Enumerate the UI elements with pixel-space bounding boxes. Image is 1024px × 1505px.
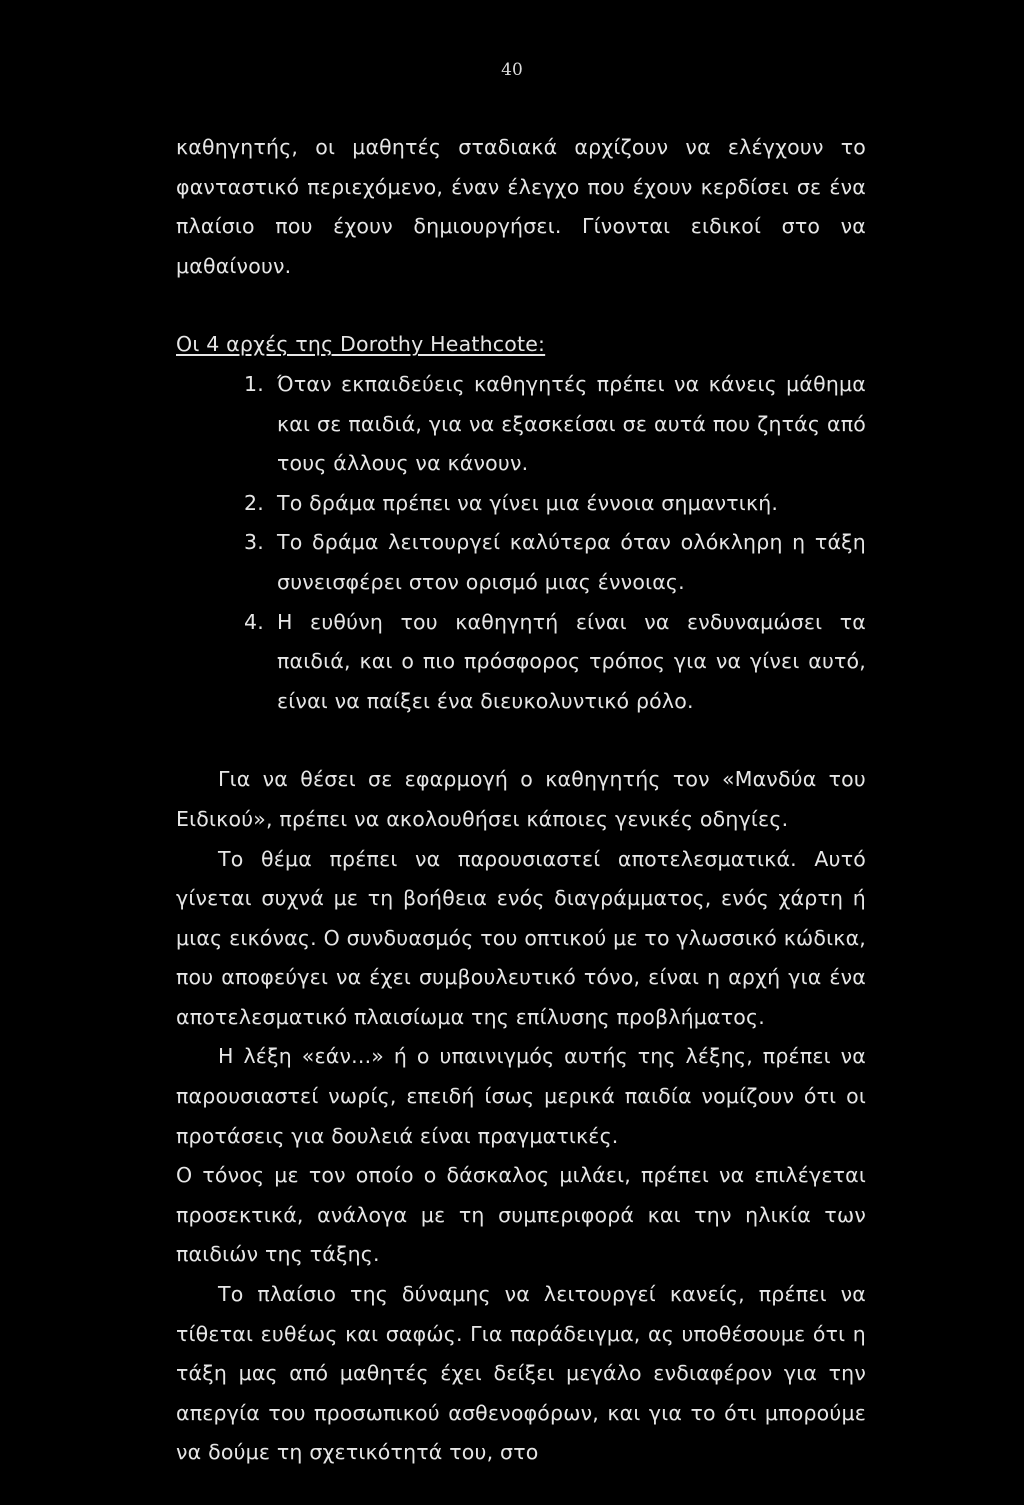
page-number: 40 (501, 60, 523, 80)
list-item (176, 603, 866, 722)
list-item-text: Το δράμα πρέπει να γίνει μια έννοια σημαντική. (277, 490, 779, 515)
principles-list (176, 365, 866, 721)
list-item-number: 1. (244, 371, 264, 396)
list-item-text: Η ευθύνη του καθηγητή είναι να ενδυναμώσει τα παιδιά, και ο πιο πρόσφορος τρόπος για να γίνει αυτό, είναι να παίξει ένα διευκολυντικό ρόλο. (277, 609, 866, 713)
body-paragraph: Το θέμα πρέπει να παρουσιαστεί αποτελεσματικά. Αυτό γίνεται συχνά με τη βοήθεια ενός διαγράμματος, ενός χάρτη ή μιας εικόνας. Ο συνδυασμός του οπτικού με το γλωσσικό κώδικα, που αποφεύγει να έχει συμβουλευτικό τόνο, είναι η αρχή για ένα αποτελεσματικό πλαισίωμα της επίλυσης προβλήματος. (176, 846, 866, 1029)
body-paragraph: Η λέξη «εάν...» ή ο υπαινιγμός αυτής της λέξης, πρέπει να παρουσιαστεί νωρίς, επειδή ίσως μερικά παιδία νομίζουν ότι οι προτάσεις για δουλειά είναι πραγματικές. (176, 1044, 866, 1148)
list-item-text: Το δράμα λειτουργεί καλύτερα όταν ολόκληρη η τάξη συνεισφέρει στον ορισμό μιας έννοιας. (277, 530, 866, 594)
paragraph-spacer (176, 721, 866, 760)
list-item-number: 4. (244, 609, 264, 634)
list-item-number: 3. (244, 530, 264, 555)
list-item (176, 365, 866, 484)
list-item-text: Όταν εκπαιδεύεις καθηγητές πρέπει να κάνεις μάθημα και σε παιδιά, για να εξασκείσαι σε αυτά που ζητάς από τους άλλους να κάνουν. (277, 371, 866, 476)
body-paragraph: Το πλαίσιο της δύναμης να λειτουργεί κανείς, πρέπει να τίθεται ευθέως και σαφώς. Για παράδειγμα, ας υποθέσουμε ότι η τάξη μας από μαθητές έχει δείξει μεγάλο ενδιαφέρον για την απεργία του προσωπικού ασθενοφόρων, και για το ότι μπορούμε να δούμε τη σχετικότητά του, στο (176, 1282, 866, 1465)
principles-heading: Οι 4 αρχές της Dorothy Heathcote: (176, 332, 546, 357)
page-content (176, 128, 866, 1473)
body-paragraph: Για να θέσει σε εφαρμογή ο καθηγητής τον «Μανδύα του Ειδικού», πρέπει να ακολουθήσει κάποιες γενικές οδηγίες. (176, 767, 866, 831)
list-item (176, 523, 866, 602)
intro-paragraph: καθηγητής, οι μαθητές σταδιακά αρχίζουν να ελέγχουν το φανταστικό περιεχόμενο, έναν έλεγχο που έχουν κερδίσει σε ένα πλαίσιο που έχουν δημιουργήσει. Γίνονται ειδικοί στο να μαθαίνουν. (176, 135, 866, 278)
body-paragraph: Ο τόνος με τον οποίο ο δάσκαλος μιλάει, πρέπει να επιλέγεται προσεκτικά, ανάλογα με τη συμπεριφορά και την ηλικία των παιδιών της τάξης. (176, 1163, 866, 1267)
list-item-number: 2. (244, 490, 264, 515)
paragraph-spacer (176, 286, 866, 325)
list-item (176, 484, 866, 524)
